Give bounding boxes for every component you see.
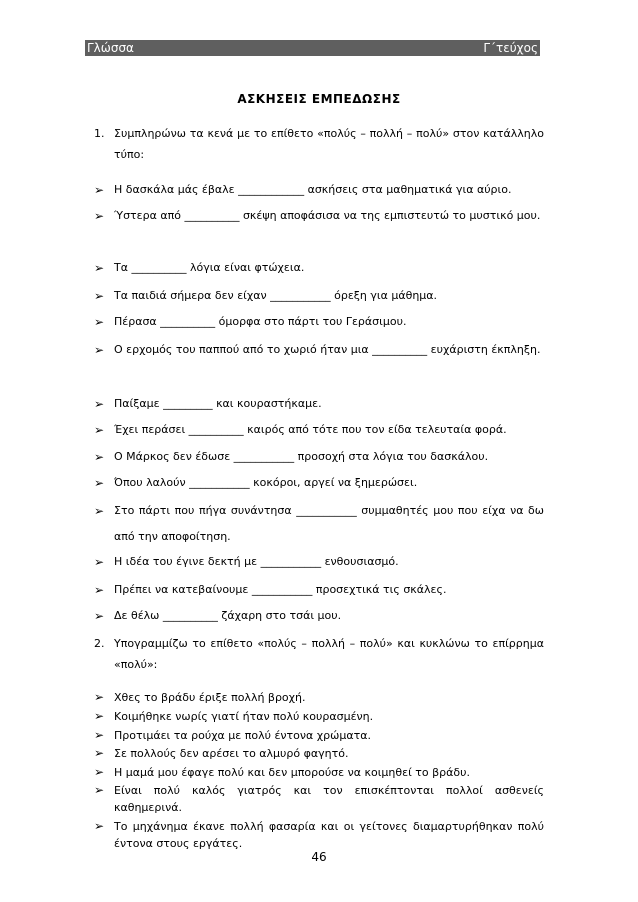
bullet-arrow-icon: ➢ [94,183,105,197]
bullet-arrow-icon: ➢ [94,783,105,797]
bullet-arrow-icon: ➢ [94,504,105,518]
list-item: ➢ Είναι πολύ καλός γιατρός και τον επισκέπτονται πολλοί ασθενείς καθημερινά. [94,783,544,814]
exercise-2-instruction [94,633,544,675]
bullet-arrow-icon: ➢ [94,690,105,704]
list-item: ➢ Προτιμάει τα ρούχα με πολύ έντονα χρώματα. [94,728,371,742]
list-item: ➢ Δε θέλω __________ ζάχαρη στο τσάι μου. [94,603,544,629]
bullet-arrow-icon: ➢ [94,289,105,303]
list-item: ➢ Σε πολλούς δεν αρέσει το αλμυρό φαγητό. [94,746,349,760]
list-item: ➢ Ο ερχομός του παππού από το χωριό ήταν μια __________ ευχάριστη έκπληξη. [94,337,544,363]
bullet-arrow-icon: ➢ [94,450,105,464]
bullet-arrow-icon: ➢ [94,555,105,569]
list-item: ➢ Πέρασα __________ όμορφα στο πάρτι του Γεράσιμου. [94,309,544,335]
list-item: ➢ Όπου λαλούν ___________ κοκόροι, αργεί να ξημερώσει. [94,470,544,496]
page-header [85,40,540,56]
list-item: ➢ Στο πάρτι που πήγα συνάντησα ___________ συμμαθητές μου που είχα να δω από την αποφοίτηση. [94,498,544,550]
bullet-arrow-icon: ➢ [94,765,105,779]
bullet-arrow-icon: ➢ [94,397,105,411]
list-item: ➢ Τα παιδιά σήμερα δεν είχαν ___________ όρεξη για μάθημα. [94,283,544,309]
list-item: ➢ Τα __________ λόγια είναι φτώχεια. [94,255,544,281]
bullet-arrow-icon: ➢ [94,261,105,275]
page-title: ΑΣΚΗΣΕΙΣ ΕΜΠΕΔΩΣΗΣ [237,92,401,106]
list-item: ➢ Παίξαμε _________ και κουραστήκαμε. [94,391,544,417]
bullet-arrow-icon: ➢ [94,343,105,357]
bullet-arrow-icon: ➢ [94,746,105,760]
exercise-1-instruction [94,123,544,165]
list-item: ➢ Η ιδέα του έγινε δεκτή με ___________ ενθουσιασμό. [94,549,544,575]
exercise-number: 2. [94,637,105,650]
header-volume: Γ΄τεύχος [483,41,538,55]
header-subject: Γλώσσα [87,41,134,55]
bullet-arrow-icon: ➢ [94,583,105,597]
bullet-arrow-icon: ➢ [94,819,105,833]
exercise-text: Υπογραμμίζω το επίθετο «πολύς – πολλή – πολύ» και κυκλώνω το επίρρημα «πολύ»: [114,637,544,671]
list-item: ➢ Έχει περάσει __________ καιρός από τότε που τον είδα τελευταία φορά. [94,417,544,443]
list-item: ➢ Ύστερα από __________ σκέψη αποφάσισα να της εμπιστευτώ το μυστικό μου. [94,203,544,229]
bullet-arrow-icon: ➢ [94,209,105,223]
bullet-arrow-icon: ➢ [94,476,105,490]
exercise-text: Συμπληρώνω τα κενά με το επίθετο «πολύς – πολλή – πολύ» στον κατάλληλο τύπο: [114,127,544,161]
bullet-arrow-icon: ➢ [94,728,105,742]
bullet-arrow-icon: ➢ [94,315,105,329]
list-item: ➢ Χθες το βράδυ έριξε πολλή βροχή. [94,690,306,704]
bullet-arrow-icon: ➢ [94,423,105,437]
bullet-arrow-icon: ➢ [94,609,105,623]
list-item: ➢ Πρέπει να κατεβαίνουμε ___________ προσεχτικά τις σκάλες. [94,577,544,603]
list-item: ➢ Η μαμά μου έφαγε πολύ και δεν μπορούσε να κοιμηθεί το βράδυ. [94,765,470,779]
list-item: ➢ Η δασκάλα μάς έβαλε ____________ ασκήσεις στα μαθηματικά για αύριο. [94,177,544,203]
page-number: 46 [311,850,327,864]
list-item: ➢ Το μηχάνημα έκανε πολλή φασαρία και οι γείτονες διαμαρτυρήθηκαν πολύ έντονα στους εργάτες. [94,819,544,850]
list-item: ➢ Ο Μάρκος δεν έδωσε ___________ προσοχή στα λόγια του δασκάλου. [94,444,544,470]
list-item: ➢ Κοιμήθηκε νωρίς γιατί ήταν πολύ κουρασμένη. [94,709,374,723]
bullet-arrow-icon: ➢ [94,709,105,723]
exercise-number: 1. [94,127,105,140]
